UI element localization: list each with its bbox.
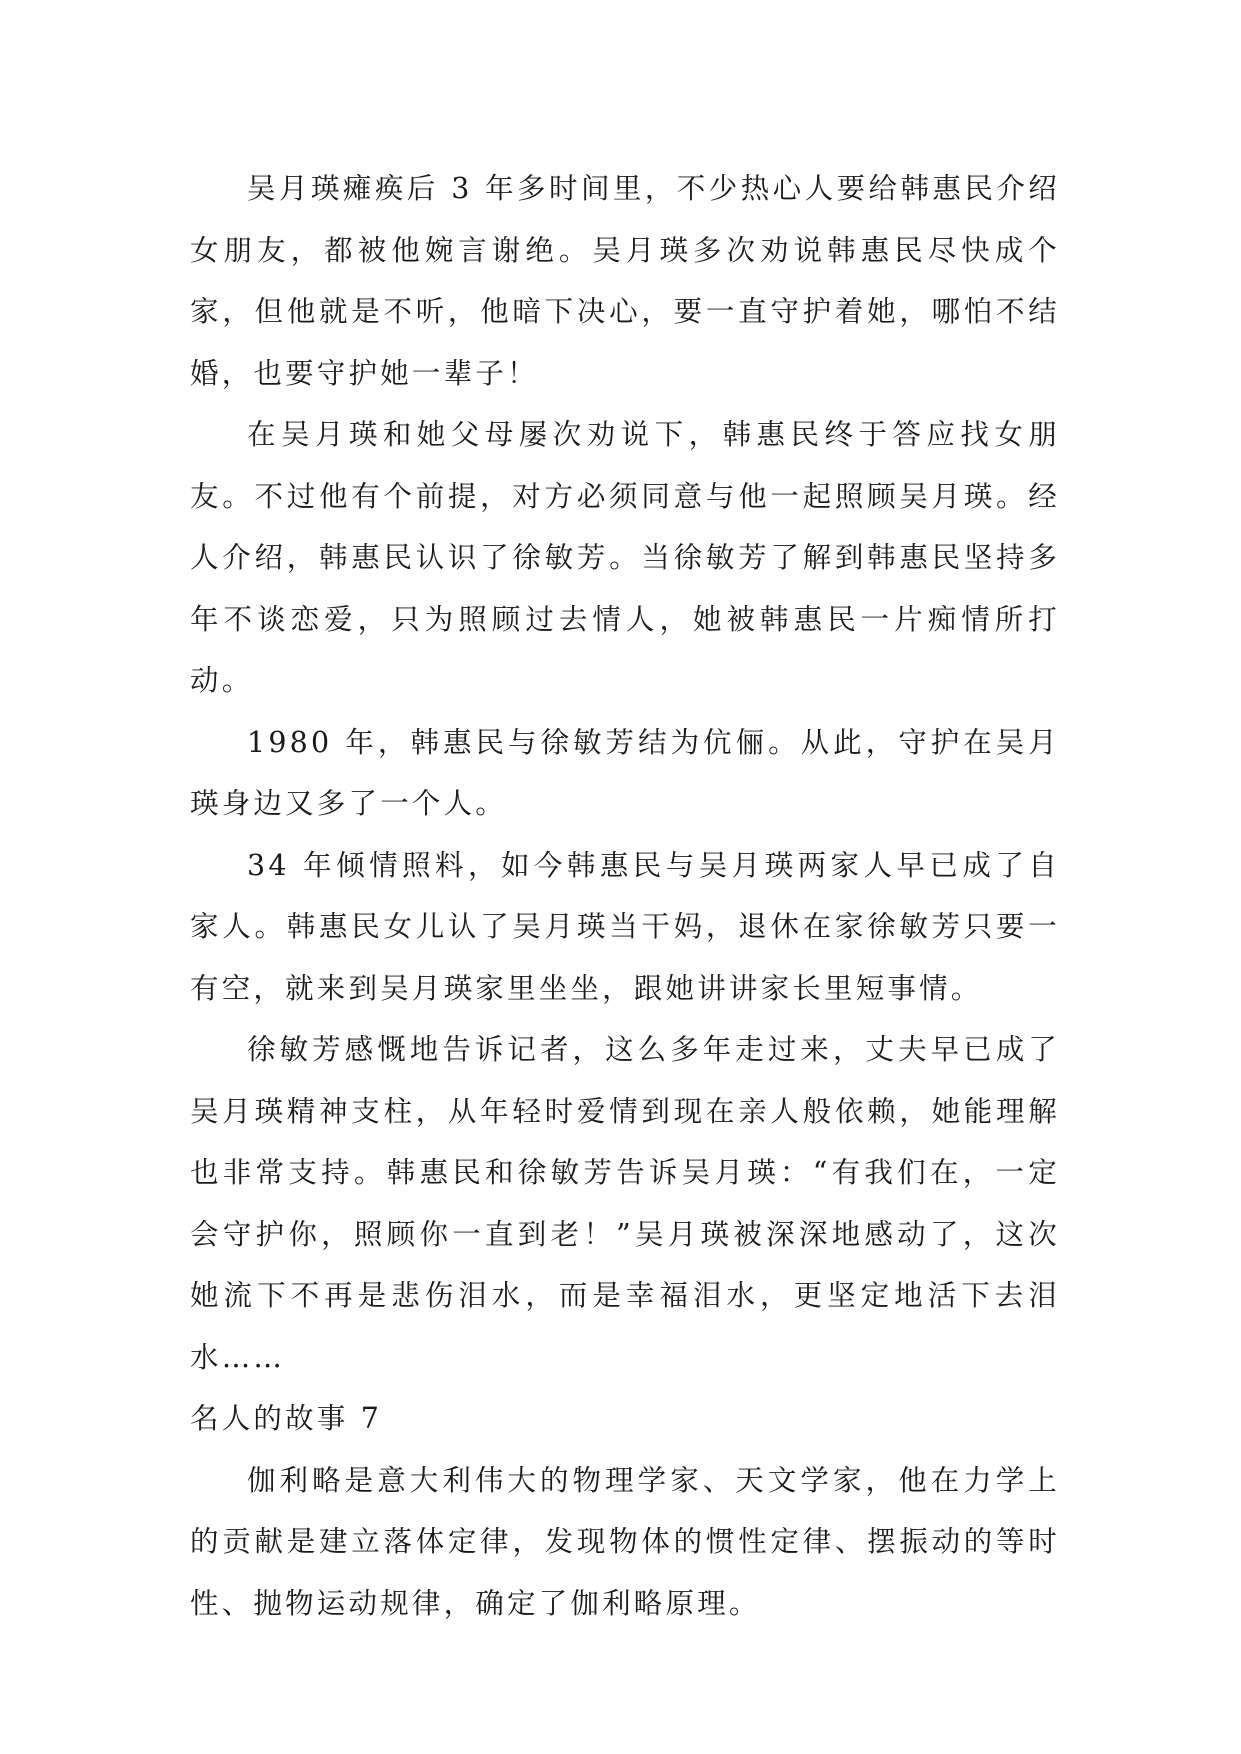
paragraph-5: 徐敏芳感慨地告诉记者，这么多年走过来，丈夫早已成了吴月瑛精神支柱，从年轻时爱情到现在亲人般依赖，她能理解也非常支持。韩惠民和徐敏芳告诉吴月瑛：“有我们在，一定会守护你，照顾你一直到老！”吴月瑛被深深地感动了，这次她流下不再是悲伤泪水，而是幸福泪水，更坚定地活下去泪水…… — [190, 1033, 1060, 1374]
paragraph-2: 在吴月瑛和她父母屡次劝说下，韩惠民终于答应找女朋友。不过他有个前提，对方必须同意与他一起照顾吴月瑛。经人介绍，韩惠民认识了徐敏芳。当徐敏芳了解到韩惠民坚持多年不谈恋爱，只为照顾过去情人，她被韩惠民一片痴情所打动。 — [190, 418, 1060, 697]
paragraph-1: 吴月瑛瘫痪后 3 年多时间里，不少热心人要给韩惠民介绍女朋友，都被他婉言谢绝。吴月瑛多次劝说韩惠民尽快成个家，但他就是不听，他暗下决心，要一直守护着她，哪怕不结婚，也要守护她一辈子！ — [190, 172, 1060, 390]
paragraph-4: 34 年倾情照料，如今韩惠民与吴月瑛两家人早已成了自家人。韩惠民女儿认了吴月瑛当干妈，退休在家徐敏芳只要一有空，就来到吴月瑛家里坐坐，跟她讲讲家长里短事情。 — [190, 848, 1060, 1005]
paragraph-3: 1980 年，韩惠民与徐敏芳结为伉俪。从此，守护在吴月瑛身边又多了一个人。 — [190, 725, 1060, 820]
section-heading: 名人的故事 7 — [190, 1402, 383, 1435]
paragraph-6: 伽利略是意大利伟大的物理学家、天文学家，他在力学上的贡献是建立落体定律，发现物体的惯性定律、摆振动的等时性、抛物运动规律，确定了伽利略原理。 — [190, 1463, 1060, 1620]
document-body — [190, 158, 1060, 1634]
